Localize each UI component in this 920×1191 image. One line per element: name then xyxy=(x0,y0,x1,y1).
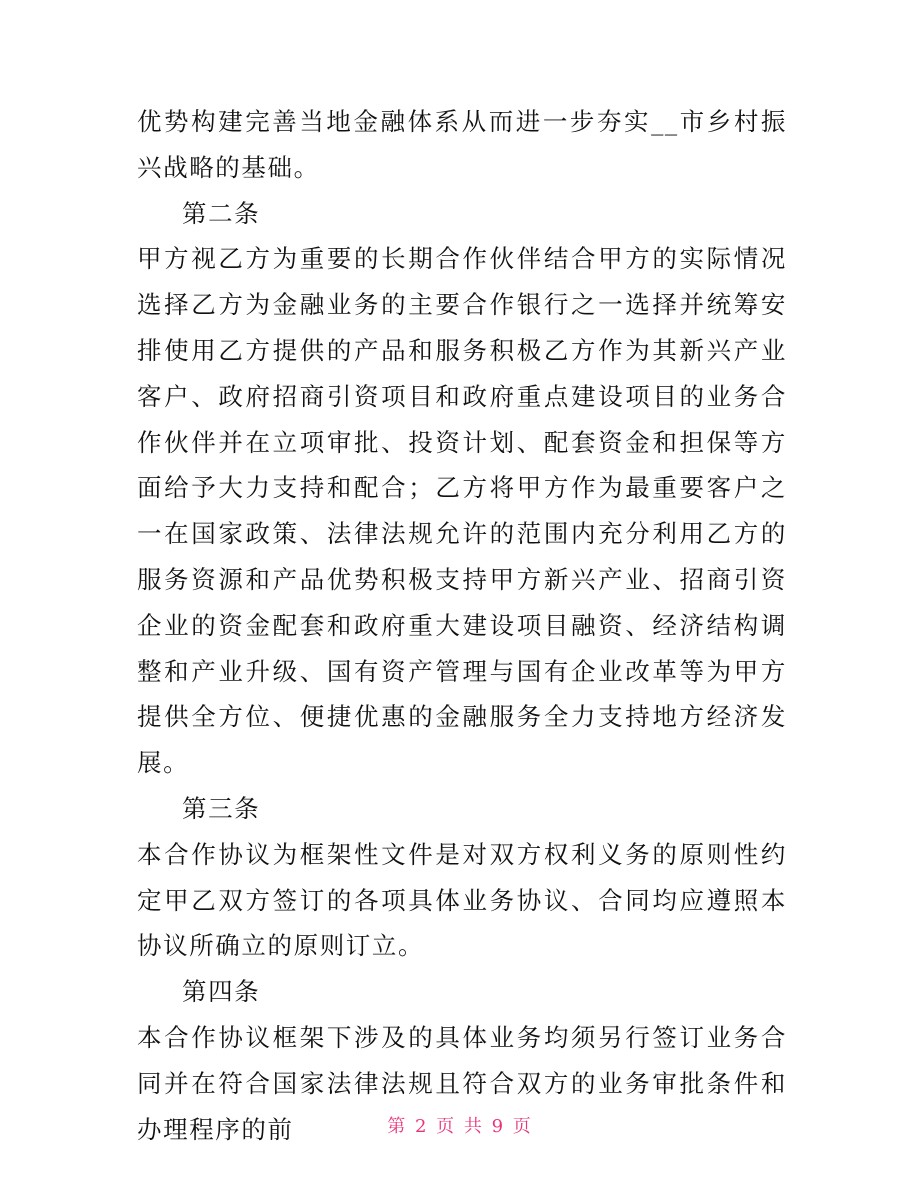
article-heading-2: 第二条 xyxy=(182,198,261,228)
page-number-footer xyxy=(0,1112,920,1138)
paragraph-intro: 优势构建完善当地金融体系从而进一步夯实__市乡村振兴战略的基础。 xyxy=(137,107,787,182)
footer-prefix: 第 xyxy=(387,1116,408,1137)
paragraph-article-4: 本合作协议框架下涉及的具体业务均须另行签订业务合同并在符合国家法律法规且符合双方的业务审批条件和办理程序的前 xyxy=(137,1022,787,1144)
footer-total-pages: 9 xyxy=(491,1116,506,1137)
footer-suffix: 页 xyxy=(512,1116,533,1137)
footer-current-page: 2 xyxy=(414,1116,429,1137)
footer-mid: 页 共 xyxy=(436,1116,484,1137)
document-body xyxy=(137,99,787,1152)
article-heading-4: 第四条 xyxy=(182,977,261,1007)
paragraph-article-2: 甲方视乙方为重要的长期合作伙伴结合甲方的实际情况选择乙方为金融业务的主要合作银行之一选择并统筹安排使用乙方提供的产品和服务积极乙方作为其新兴产业客户、政府招商引资项目和政府重点建设项目的业务合作伙伴并在立项审批、投资计划、配套资金和担保等方面给予大力支持和配合；乙方将甲方作为最重要客户之一在国家政策、法律法规允许的范围内充分利用乙方的服务资源和产品优势积极支持甲方新兴产业、招商引资企业的资金配套和政府重大建设项目融资、经济结构调整和产业升级、国有资产管理与国有企业改革等为甲方提供全方位、便捷优惠的金融服务全力支持地方经济发展。 xyxy=(137,244,787,778)
paragraph-article-3: 本合作协议为框架性文件是对双方权利义务的原则性约定甲乙双方签订的各项具体业务协议、合同均应遵照本协议所确立的原则订立。 xyxy=(137,839,787,961)
article-heading-3: 第三条 xyxy=(182,793,261,823)
